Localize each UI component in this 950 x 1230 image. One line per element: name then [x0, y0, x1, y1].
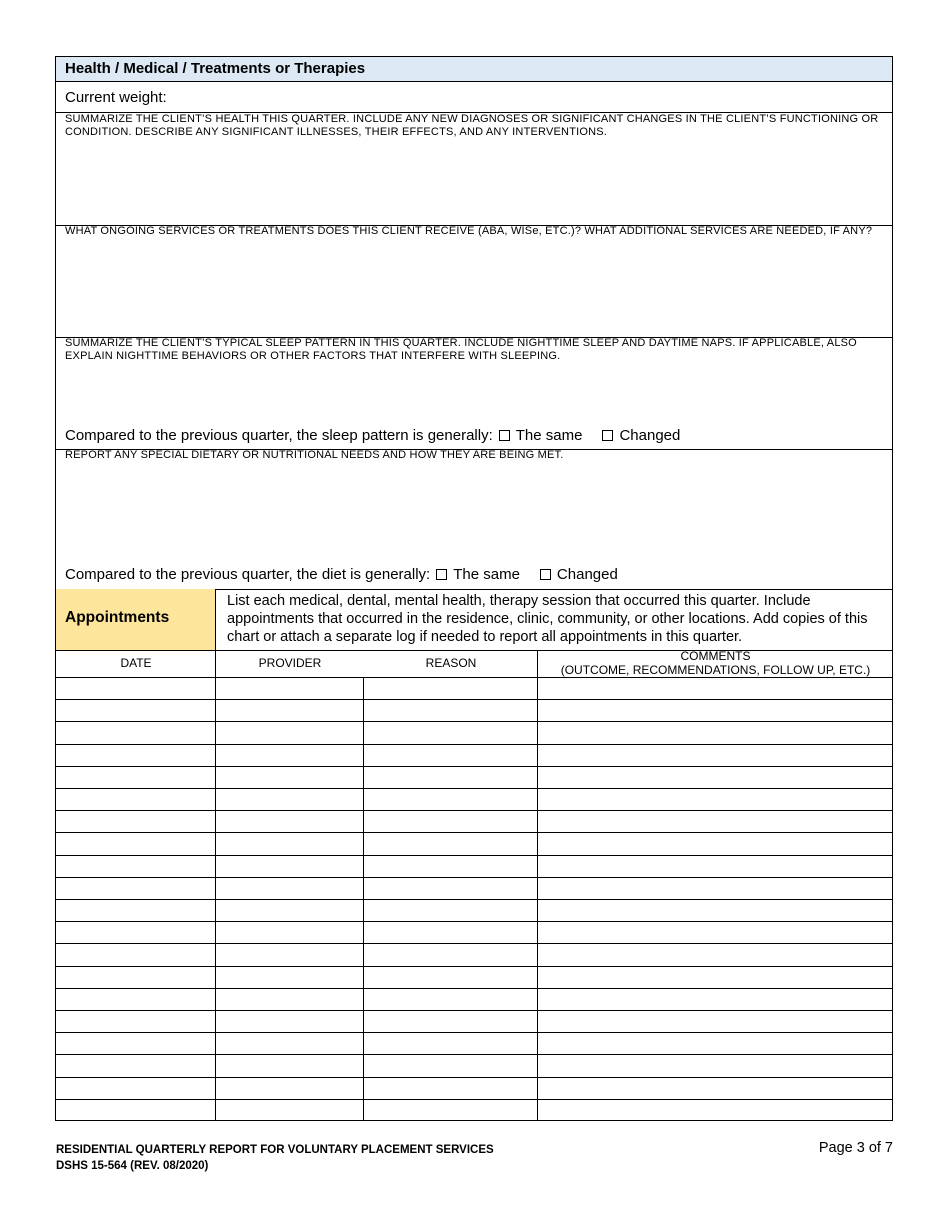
cell-date[interactable]: [56, 810, 215, 832]
cell-date[interactable]: [56, 1077, 215, 1099]
cell-comments[interactable]: [538, 832, 891, 854]
cell-comments[interactable]: [538, 677, 891, 699]
cell-provider[interactable]: [216, 1077, 363, 1099]
cell-date[interactable]: [56, 677, 215, 699]
cell-date[interactable]: [56, 788, 215, 810]
ongoing-services-field[interactable]: [57, 253, 891, 337]
footer-page-number: Page 3 of 7: [818, 1140, 893, 1156]
cell-comments[interactable]: [538, 1099, 891, 1121]
sleep-same-checkbox[interactable]: [499, 430, 510, 441]
cell-comments[interactable]: [538, 744, 891, 766]
cell-reason[interactable]: [364, 988, 537, 1010]
table-row: [56, 744, 892, 766]
table-row: [56, 1032, 892, 1054]
cell-provider[interactable]: [216, 855, 363, 877]
cell-comments[interactable]: [538, 855, 891, 877]
cell-date[interactable]: [56, 877, 215, 899]
cell-reason[interactable]: [364, 1054, 537, 1076]
form-frame: [55, 56, 893, 1121]
cell-reason[interactable]: [364, 921, 537, 943]
cell-provider[interactable]: [216, 744, 363, 766]
table-row: [56, 1010, 892, 1032]
cell-provider[interactable]: [216, 766, 363, 788]
cell-reason[interactable]: [364, 744, 537, 766]
sleep-compare-row: [65, 427, 680, 444]
footer-form-title: RESIDENTIAL QUARTERLY REPORT FOR VOLUNTARY PLACEMENT SERVICES: [56, 1144, 494, 1156]
table-row: [56, 721, 892, 743]
cell-provider[interactable]: [216, 1032, 363, 1054]
cell-provider[interactable]: [216, 1010, 363, 1032]
diet-same-checkbox[interactable]: [436, 569, 447, 580]
cell-reason[interactable]: [364, 966, 537, 988]
table-row: [56, 1077, 892, 1099]
cell-reason[interactable]: [364, 832, 537, 854]
cell-comments[interactable]: [538, 966, 891, 988]
cell-provider[interactable]: [216, 921, 363, 943]
cell-comments[interactable]: [538, 877, 891, 899]
sleep-same-label: The same: [515, 427, 583, 444]
ongoing-services-prompt: WHAT ONGOING SERVICES OR TREATMENTS DOES THIS CLIENT RECEIVE (ABA, WISe, ETC.)? WHAT ADDITIONAL SERVICES ARE NEEDED, IF ANY?: [65, 225, 873, 237]
dietary-needs-prompt: REPORT ANY SPECIAL DIETARY OR NUTRITIONAL NEEDS AND HOW THEY ARE BEING MET.: [65, 449, 564, 461]
cell-comments[interactable]: [538, 1054, 891, 1076]
section-header: [56, 57, 892, 82]
table-row: [56, 766, 892, 788]
health-summary-prompt: SUMMARIZE THE CLIENT’S HEALTH THIS QUARTER. INCLUDE ANY NEW DIAGNOSES OR SIGNIFICANT CHANGES IN THE CLIENT’S FUNCTIONING OR CONDITION. DESCRIBE ANY SIGNIFICANT ILLNESSES, THEIR EFFECTS, AND ANY INTERVENTIONS.: [65, 113, 879, 138]
cell-date[interactable]: [56, 1099, 215, 1121]
table-row: [56, 988, 892, 1010]
dietary-needs-field[interactable]: [57, 465, 891, 565]
col-header-date: DATE: [120, 656, 152, 670]
cell-provider[interactable]: [216, 877, 363, 899]
col-header-provider: PROVIDER: [258, 656, 322, 670]
cell-reason[interactable]: [364, 810, 537, 832]
table-row: [56, 832, 892, 854]
cell-provider[interactable]: [216, 677, 363, 699]
cell-comments[interactable]: [538, 766, 891, 788]
cell-reason[interactable]: [364, 877, 537, 899]
sleep-compare-label: Compared to the previous quarter, the sleep pattern is generally:: [65, 427, 493, 444]
cell-provider[interactable]: [216, 788, 363, 810]
cell-provider[interactable]: [216, 699, 363, 721]
cell-provider[interactable]: [216, 832, 363, 854]
cell-date[interactable]: [56, 855, 215, 877]
cell-reason[interactable]: [364, 699, 537, 721]
cell-comments[interactable]: [538, 1032, 891, 1054]
table-row: [56, 699, 892, 721]
footer-form-number: DSHS 15-564 (REV. 08/2020): [56, 1160, 209, 1172]
cell-provider[interactable]: [216, 966, 363, 988]
cell-comments[interactable]: [538, 899, 891, 921]
cell-date[interactable]: [56, 744, 215, 766]
table-row: [56, 855, 892, 877]
cell-reason[interactable]: [364, 1077, 537, 1099]
cell-comments[interactable]: [538, 921, 891, 943]
cell-reason[interactable]: [364, 1010, 537, 1032]
cell-date[interactable]: [56, 1054, 215, 1076]
table-row: [56, 899, 892, 921]
cell-date[interactable]: [56, 921, 215, 943]
appointments-description: List each medical, dental, mental health, therapy session that occurred this quarter. Include appointments that occurred in the residence, clinic, community, or other locations. Add copies of this chart or attach a separate log if needed to report all appointments in this quarter.: [227, 593, 868, 645]
cell-date[interactable]: [56, 988, 215, 1010]
diet-changed-checkbox[interactable]: [540, 569, 551, 580]
cell-date[interactable]: [56, 721, 215, 743]
cell-provider[interactable]: [216, 721, 363, 743]
cell-reason[interactable]: [364, 677, 537, 699]
col-header-comments-title: COMMENTS: [680, 649, 751, 663]
cell-reason[interactable]: [364, 766, 537, 788]
cell-date[interactable]: [56, 1032, 215, 1054]
cell-comments[interactable]: [538, 699, 891, 721]
sleep-pattern-prompt: SUMMARIZE THE CLIENT’S TYPICAL SLEEP PATTERN IN THIS QUARTER. INCLUDE NIGHTTIME SLEEP AND DAYTIME NAPS. IF APPLICABLE, ALSO EXPLAIN NIGHTTIME BEHAVIORS OR OTHER FACTORS THAT INTERFERE WITH SLEEPING.: [65, 337, 857, 362]
appointments-label: Appointments: [65, 609, 170, 626]
section-title: Health / Medical / Treatments or Therapies: [65, 60, 366, 77]
cell-comments[interactable]: [538, 1077, 891, 1099]
table-row: [56, 677, 892, 699]
cell-reason[interactable]: [364, 721, 537, 743]
diet-changed-label: Changed: [556, 566, 618, 583]
cell-provider[interactable]: [216, 899, 363, 921]
cell-date[interactable]: [56, 699, 215, 721]
table-row: [56, 788, 892, 810]
col-header-comments: [538, 650, 893, 676]
diet-compare-label: Compared to the previous quarter, the diet is generally:: [65, 566, 431, 583]
diet-compare-row: [65, 566, 618, 583]
cell-comments[interactable]: [538, 988, 891, 1010]
col-header-comments-sub: (OUTCOME, RECOMMENDATIONS, FOLLOW UP, ETC.): [560, 663, 871, 677]
cell-date[interactable]: [56, 966, 215, 988]
cell-reason[interactable]: [364, 1099, 537, 1121]
appointments-label-cell: [56, 589, 216, 650]
table-row: [56, 1099, 892, 1121]
table-row: [56, 966, 892, 988]
cell-provider[interactable]: [216, 810, 363, 832]
table-row: [56, 943, 892, 965]
cell-provider[interactable]: [216, 988, 363, 1010]
table-row: [56, 1054, 892, 1076]
cell-reason[interactable]: [364, 1032, 537, 1054]
cell-comments[interactable]: [538, 788, 891, 810]
cell-provider[interactable]: [216, 1054, 363, 1076]
current-weight-label: Current weight:: [65, 89, 167, 106]
cell-provider[interactable]: [216, 1099, 363, 1121]
cell-date[interactable]: [56, 899, 215, 921]
col-header-reason: REASON: [425, 656, 477, 670]
cell-reason[interactable]: [364, 788, 537, 810]
sleep-changed-checkbox[interactable]: [602, 430, 613, 441]
sleep-pattern-field[interactable]: [57, 365, 891, 425]
cell-reason[interactable]: [364, 855, 537, 877]
cell-reason[interactable]: [364, 943, 537, 965]
cell-comments[interactable]: [538, 1010, 891, 1032]
table-row: [56, 810, 892, 832]
diet-same-label: The same: [453, 566, 520, 583]
cell-reason[interactable]: [364, 899, 537, 921]
cell-date[interactable]: [56, 1010, 215, 1032]
table-row: [56, 921, 892, 943]
cell-comments[interactable]: [538, 810, 891, 832]
sleep-changed-label: Changed: [619, 427, 681, 444]
cell-date[interactable]: [56, 832, 215, 854]
cell-date[interactable]: [56, 766, 215, 788]
health-summary-field[interactable]: [57, 141, 891, 225]
table-row: [56, 877, 892, 899]
cell-provider[interactable]: [216, 943, 363, 965]
cell-comments[interactable]: [538, 943, 891, 965]
cell-comments[interactable]: [538, 721, 891, 743]
cell-date[interactable]: [56, 943, 215, 965]
